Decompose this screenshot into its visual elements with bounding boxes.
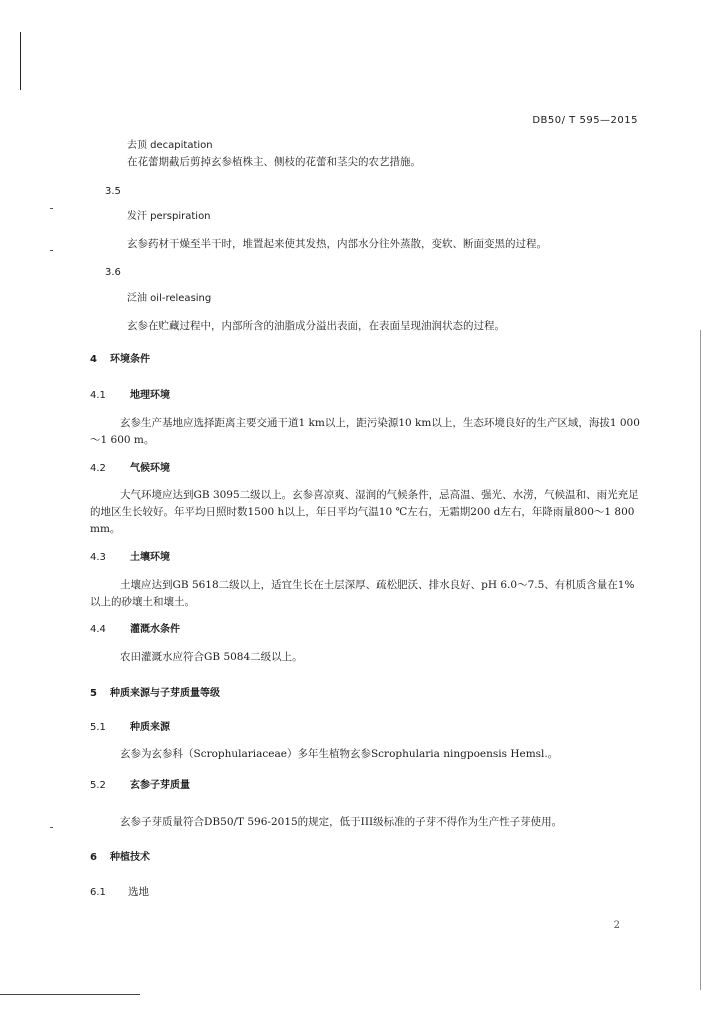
scan-dot xyxy=(50,250,53,251)
clause-text: 农田灌溉水应符合GB 5084二级以上。 xyxy=(120,651,303,663)
section-number: 5 xyxy=(90,688,97,699)
footer-rule xyxy=(0,994,140,995)
section-title: 环境条件 xyxy=(110,354,150,365)
clause-text: 土壤应达到GB 5618二级以上，适宜生长在土层深厚、疏松肥沃、排水良好、pH 6.0～7.5、有机质含量在1%以上的砂壤土和壤土。 xyxy=(90,579,635,608)
clause-title: 种质来源 xyxy=(130,722,170,733)
standard-code: DB50/ T 595—2015 xyxy=(532,115,638,126)
section-number: 4 xyxy=(90,354,97,365)
term-perspiration: 发汗 perspiration xyxy=(127,211,211,222)
clause-number: 4.4 xyxy=(90,624,106,635)
section-number: 6 xyxy=(90,852,97,863)
clause-number: 5.1 xyxy=(90,722,106,733)
section-title: 种植技术 xyxy=(110,852,150,863)
clause-number: 3.6 xyxy=(105,267,121,278)
scan-edge-mark xyxy=(700,330,701,990)
clause-number: 4.1 xyxy=(90,390,106,401)
clause-number: 3.5 xyxy=(105,186,121,197)
clause-text: 大气环境应达到GB 3095二级以上。玄参喜凉爽、湿润的气候条件，忌高温、强光、水涝，气候温和、雨光充足的地区生长较好。年平均日照时数1500 h以上，年日平均气温10 ℃左右，无霜期200 d左右，年降雨量800～1 800 mm。 xyxy=(90,489,639,535)
term-decapitation: 去顶 decapitation xyxy=(127,140,213,151)
clause-title: 玄参子芽质量 xyxy=(130,780,190,791)
term-perspiration-definition: 玄参药材干燥至半干时，堆置起来使其发热，内部水分往外蒸散，变软、断面变黑的过程。 xyxy=(127,238,547,250)
clause-title: 灌溉水条件 xyxy=(130,624,180,635)
scan-dot xyxy=(50,208,53,209)
scan-dot xyxy=(50,827,53,828)
scan-edge-mark xyxy=(20,32,21,90)
term-oil-releasing: 泛油 oil-releasing xyxy=(127,293,212,304)
clause-title: 选地 xyxy=(128,886,149,898)
clause-number: 5.2 xyxy=(90,780,106,791)
clause-text: 玄参为玄参科（Scrophulariaceae）多年生植物玄参Scrophularia ningpoensis Hemsl.。 xyxy=(120,748,559,760)
term-decapitation-definition: 在花蕾期截后剪掉玄参植株主、侧枝的花蕾和茎尖的农艺措施。 xyxy=(127,156,421,168)
clause-title: 土壤环境 xyxy=(130,552,170,563)
clause-title: 气候环境 xyxy=(130,463,170,474)
section-title: 种质来源与子芽质量等级 xyxy=(110,688,220,699)
clause-text: 玄参生产基地应选择距离主要交通干道1 km以上，距污染源10 km以上，生态环境良好的生产区域，海拔1 000～1 600 m。 xyxy=(90,417,640,446)
clause-number: 6.1 xyxy=(90,887,106,898)
clause-number: 4.3 xyxy=(90,552,106,563)
clause-text: 玄参子芽质量符合DB50/T 596-2015的规定，低于III级标准的子芽不得作为生产性子芽使用。 xyxy=(120,816,563,828)
clause-title: 地理环境 xyxy=(130,390,170,401)
term-oil-releasing-definition: 玄参在贮藏过程中，内部所含的油脂成分溢出表面，在表面呈现油润状态的过程。 xyxy=(127,320,505,332)
clause-number: 4.2 xyxy=(90,463,106,474)
page-number: 2 xyxy=(613,920,620,931)
